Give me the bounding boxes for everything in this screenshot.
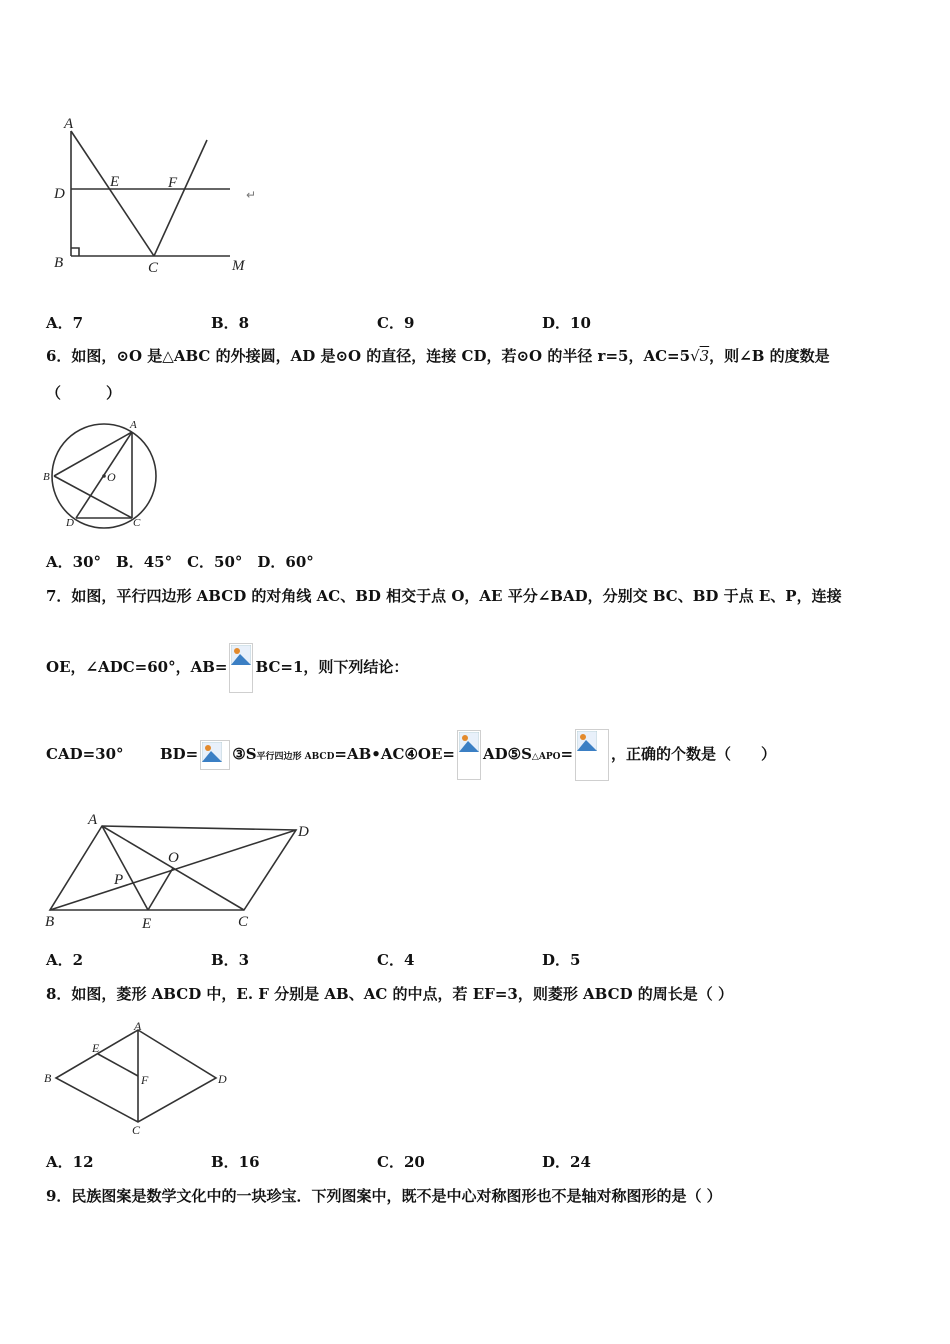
label-D: D <box>298 824 309 840</box>
label-E: E <box>110 174 120 190</box>
center-point <box>102 474 106 478</box>
label-B: B <box>44 1071 52 1085</box>
label-A: A <box>130 419 137 431</box>
label-A: A <box>64 116 74 132</box>
broken-image-icon <box>575 729 609 781</box>
ray-CF <box>154 140 207 256</box>
q7-line3-part5: AD⑤S <box>482 745 532 763</box>
segment-AC <box>71 131 154 256</box>
q6-paren: （ ） <box>46 384 122 402</box>
q6-stem-part2: ，则∠B 的度数是 <box>709 347 830 365</box>
label-A: A <box>88 812 98 828</box>
sqrt-sign: √ <box>690 347 700 365</box>
label-D: D <box>54 186 65 202</box>
q6-stem-part1: 6．如图，⊙O 是△ABC 的外接圆，AD 是⊙O 的直径，连接 CD，若⊙O 的半径 r=5，AC=5 <box>46 347 691 365</box>
bisector-AE <box>102 826 148 910</box>
subscript-triangle: △APO <box>531 752 561 762</box>
q5-option-c: C．9 <box>377 314 415 332</box>
q5-figure <box>40 112 270 282</box>
label-B: B <box>45 914 55 930</box>
q7-option-a: A．2 <box>46 951 84 969</box>
q7-line2 <box>46 641 408 693</box>
q7-line3-part4: =AB•AC④OE= <box>334 745 455 763</box>
q8-stem: 8．如图，菱形 ABCD 中，E. F 分别是 AB、AC 的中点，若 EF=3，则菱形 ABCD 的周长是（ ） <box>46 985 734 1003</box>
label-P: P <box>114 872 124 888</box>
segment-EF <box>98 1054 138 1076</box>
broken-image-icon <box>200 740 230 770</box>
label-C: C <box>133 517 141 529</box>
label-F: F <box>141 1073 149 1087</box>
label-C: C <box>148 260 159 276</box>
q8-option-c: C．20 <box>377 1153 425 1171</box>
q7-line3-part7: ，正确的个数是（ ） <box>611 745 777 763</box>
segment-AB <box>54 432 132 476</box>
q6-figure <box>40 416 170 536</box>
q7-line1: 7．如图，平行四边形 ABCD 的对角线 AC、BD 相交于点 O，AE 平分∠BAD，分别交 BC、BD 于点 E、P，连接 <box>46 587 842 605</box>
q7-line3-part1: CAD=30° <box>46 745 124 763</box>
q5-option-a: A．7 <box>46 314 84 332</box>
label-C: C <box>132 1123 141 1137</box>
label-A: A <box>134 1019 142 1033</box>
q7-line3 <box>46 726 776 782</box>
q7-option-b: B．3 <box>211 951 250 969</box>
q7-line2-part2: BC=1，则下列结论： <box>255 658 409 676</box>
q7-option-d: D．5 <box>542 951 581 969</box>
subscript-parallelogram: 平行四边形 ABCD <box>256 752 335 762</box>
q7-line2-part1: OE，∠ADC=60°，AB= <box>46 658 228 676</box>
q7-option-c: C．4 <box>377 951 415 969</box>
label-E: E <box>142 916 152 932</box>
label-D: D <box>218 1072 227 1086</box>
right-angle-mark <box>71 248 79 256</box>
q6-stem <box>46 345 830 366</box>
label-O: O <box>168 850 179 866</box>
rhombus-ABCD <box>56 1030 216 1122</box>
q9-stem: 9．民族图案是数学文化中的一块珍宝．下列图案中，既不是中心对称图形也不是轴对称图形的是（ ） <box>46 1187 722 1205</box>
q5-option-b: B．8 <box>211 314 250 332</box>
label-B: B <box>43 471 50 483</box>
q8-option-b: B．16 <box>211 1153 260 1171</box>
q5-option-d: D．10 <box>542 314 591 332</box>
return-mark: ↵ <box>246 188 257 202</box>
q7-line3-part3: ③S <box>232 745 257 763</box>
q7-line3-part6: = <box>560 745 574 763</box>
q7-figure <box>40 808 320 933</box>
label-M: M <box>232 258 245 274</box>
label-O: O <box>107 470 116 484</box>
q6-options: A．30° B．45° C．50° D．60° <box>46 553 314 571</box>
broken-image-icon <box>229 643 253 693</box>
label-C: C <box>238 914 249 930</box>
diagonal-BD <box>50 830 296 910</box>
label-B: B <box>54 255 64 271</box>
sqrt-argument: 3 <box>699 347 710 365</box>
label-E: E <box>92 1041 100 1055</box>
label-F: F <box>168 175 178 191</box>
q8-figure <box>40 1018 240 1138</box>
q8-option-d: D．24 <box>542 1153 591 1171</box>
label-D: D <box>66 517 74 529</box>
broken-image-icon <box>457 730 481 780</box>
q8-option-a: A．12 <box>46 1153 94 1171</box>
q7-line3-part2: BD= <box>160 745 199 763</box>
